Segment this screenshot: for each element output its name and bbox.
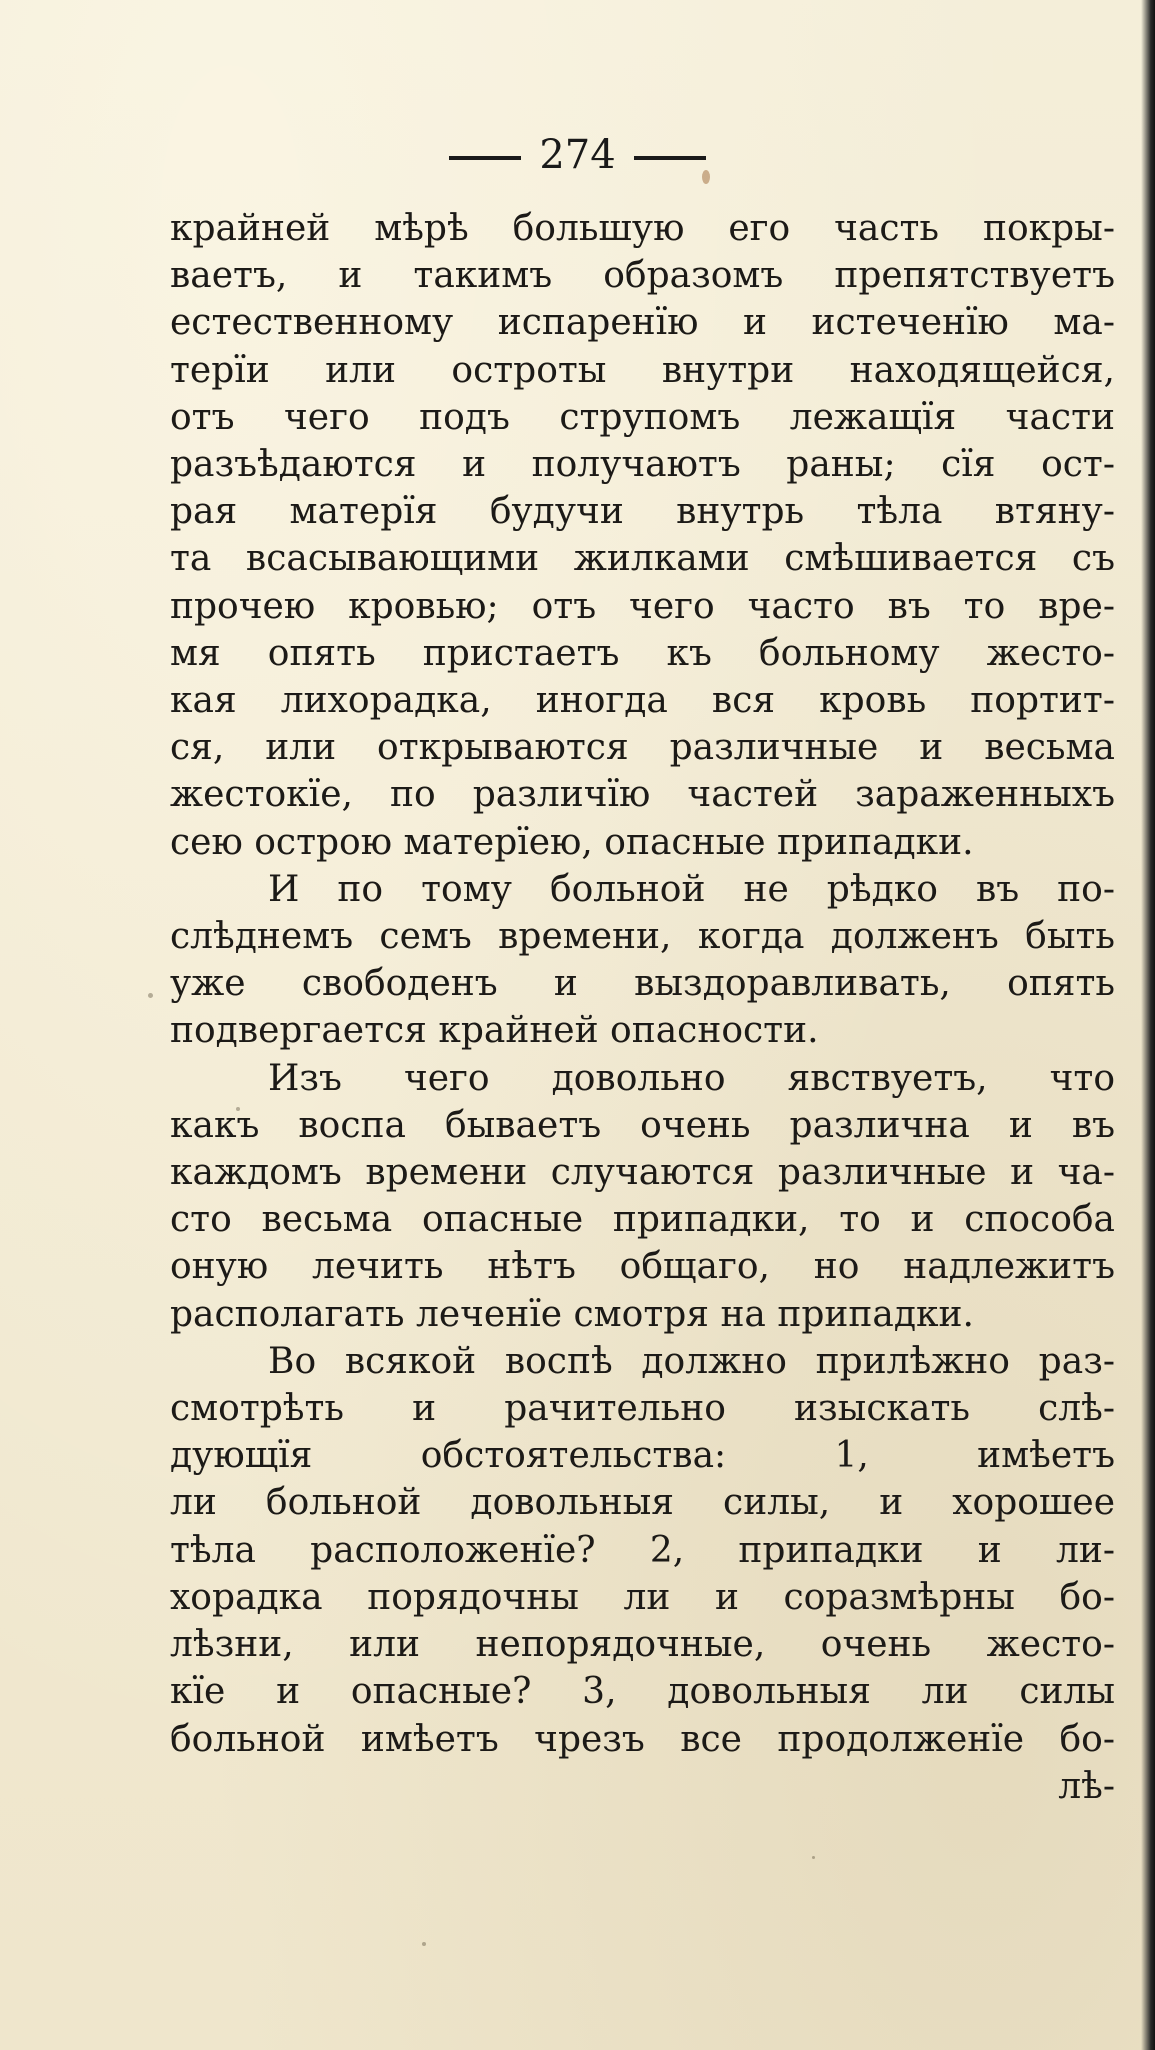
text-line: мя опять пристаетъ къ больному жесто- — [170, 632, 1115, 674]
text-line: подвергается крайней опасности. — [170, 1010, 819, 1052]
text-line: кая лихорадка, иногда вся кровь портит- — [170, 680, 1115, 722]
paper-speck — [812, 1856, 815, 1859]
text-line: каждомъ времени случаются различные и ча- — [170, 1152, 1115, 1194]
text-line: смотрѣть и рачительно изыскать слѣ- — [170, 1388, 1115, 1430]
text-line: тѣла расположенїе? 2, припадки и ли- — [170, 1529, 1115, 1571]
text-line: ся, или открываются различные и весьма — [170, 727, 1115, 769]
text-line: лѣзни, или непорядочные, очень жесто- — [170, 1624, 1115, 1666]
header-rule-left — [449, 156, 521, 160]
text-line: естественному испаренїю и истеченїю ма- — [170, 302, 1115, 344]
text-line: рая матерїя будучи внутрь тѣла втяну- — [170, 491, 1115, 533]
text-line: сею острою матерїею, опасные припадки. — [170, 821, 974, 863]
text-line: дующїя обстоятельства: 1, имѣетъ — [170, 1435, 1115, 1477]
text-line: располагать леченїе смотря на припадки. — [170, 1293, 974, 1335]
text-line: оную лечить нѣтъ общаго, но надлежитъ — [170, 1246, 1115, 1288]
text-line: крайней мѣрѣ большую его часть покры- — [170, 208, 1115, 249]
text-line: кїе и опасные? 3, довольныя ли силы — [170, 1671, 1115, 1713]
page-header — [0, 132, 1155, 178]
text-line: прочею кровью; отъ чего часто въ то вре- — [170, 585, 1115, 627]
text-line: Во всякой воспѣ должно прилѣжно раз- — [268, 1340, 1115, 1382]
text-line: та всасывающими жилками смѣшивается съ — [170, 538, 1115, 580]
text-line: хорадка порядочны ли и соразмѣрны бо- — [170, 1576, 1115, 1618]
text-line: терїи или остроты внутри находящейся, — [170, 349, 1115, 391]
paper-speck — [148, 993, 153, 998]
text-line: уже свободенъ и выздоравливать, опять — [170, 963, 1115, 1005]
header-rule-right — [634, 156, 706, 160]
text-line: ли больной довольныя силы, и хорошее — [170, 1482, 1115, 1524]
paper-speck — [236, 1107, 240, 1111]
text-line: больной имѣетъ чрезъ все продолженїе бо- — [170, 1718, 1115, 1760]
text-line: слѣднемъ семъ времени, когда долженъ быть — [170, 916, 1115, 958]
text-line: разъѣдаются и получаютъ раны; сїя ост- — [170, 444, 1115, 486]
text-line: ваетъ, и такимъ образомъ препятствуетъ — [170, 255, 1115, 297]
text-line: жестокїе, по различїю частей зараженныхъ — [170, 774, 1115, 816]
page-edge-shadow — [1141, 0, 1155, 2050]
text-line: сто весьма опасные припадки, то и способа — [170, 1199, 1115, 1241]
text-line: Изъ чего довольно явствуетъ, что — [268, 1057, 1115, 1099]
text-line: отъ чего подъ струпомъ лежащїя части — [170, 396, 1115, 438]
body-text — [170, 205, 1115, 1810]
text-line: И по тому больной не рѣдко въ по- — [268, 868, 1115, 910]
paper-speck — [702, 170, 710, 184]
paper-speck — [422, 1942, 426, 1946]
text-line: какъ воспа бываетъ очень различна и въ — [170, 1104, 1115, 1146]
page-number: 274 — [539, 132, 616, 178]
catchword: лѣ- — [1058, 1765, 1115, 1807]
